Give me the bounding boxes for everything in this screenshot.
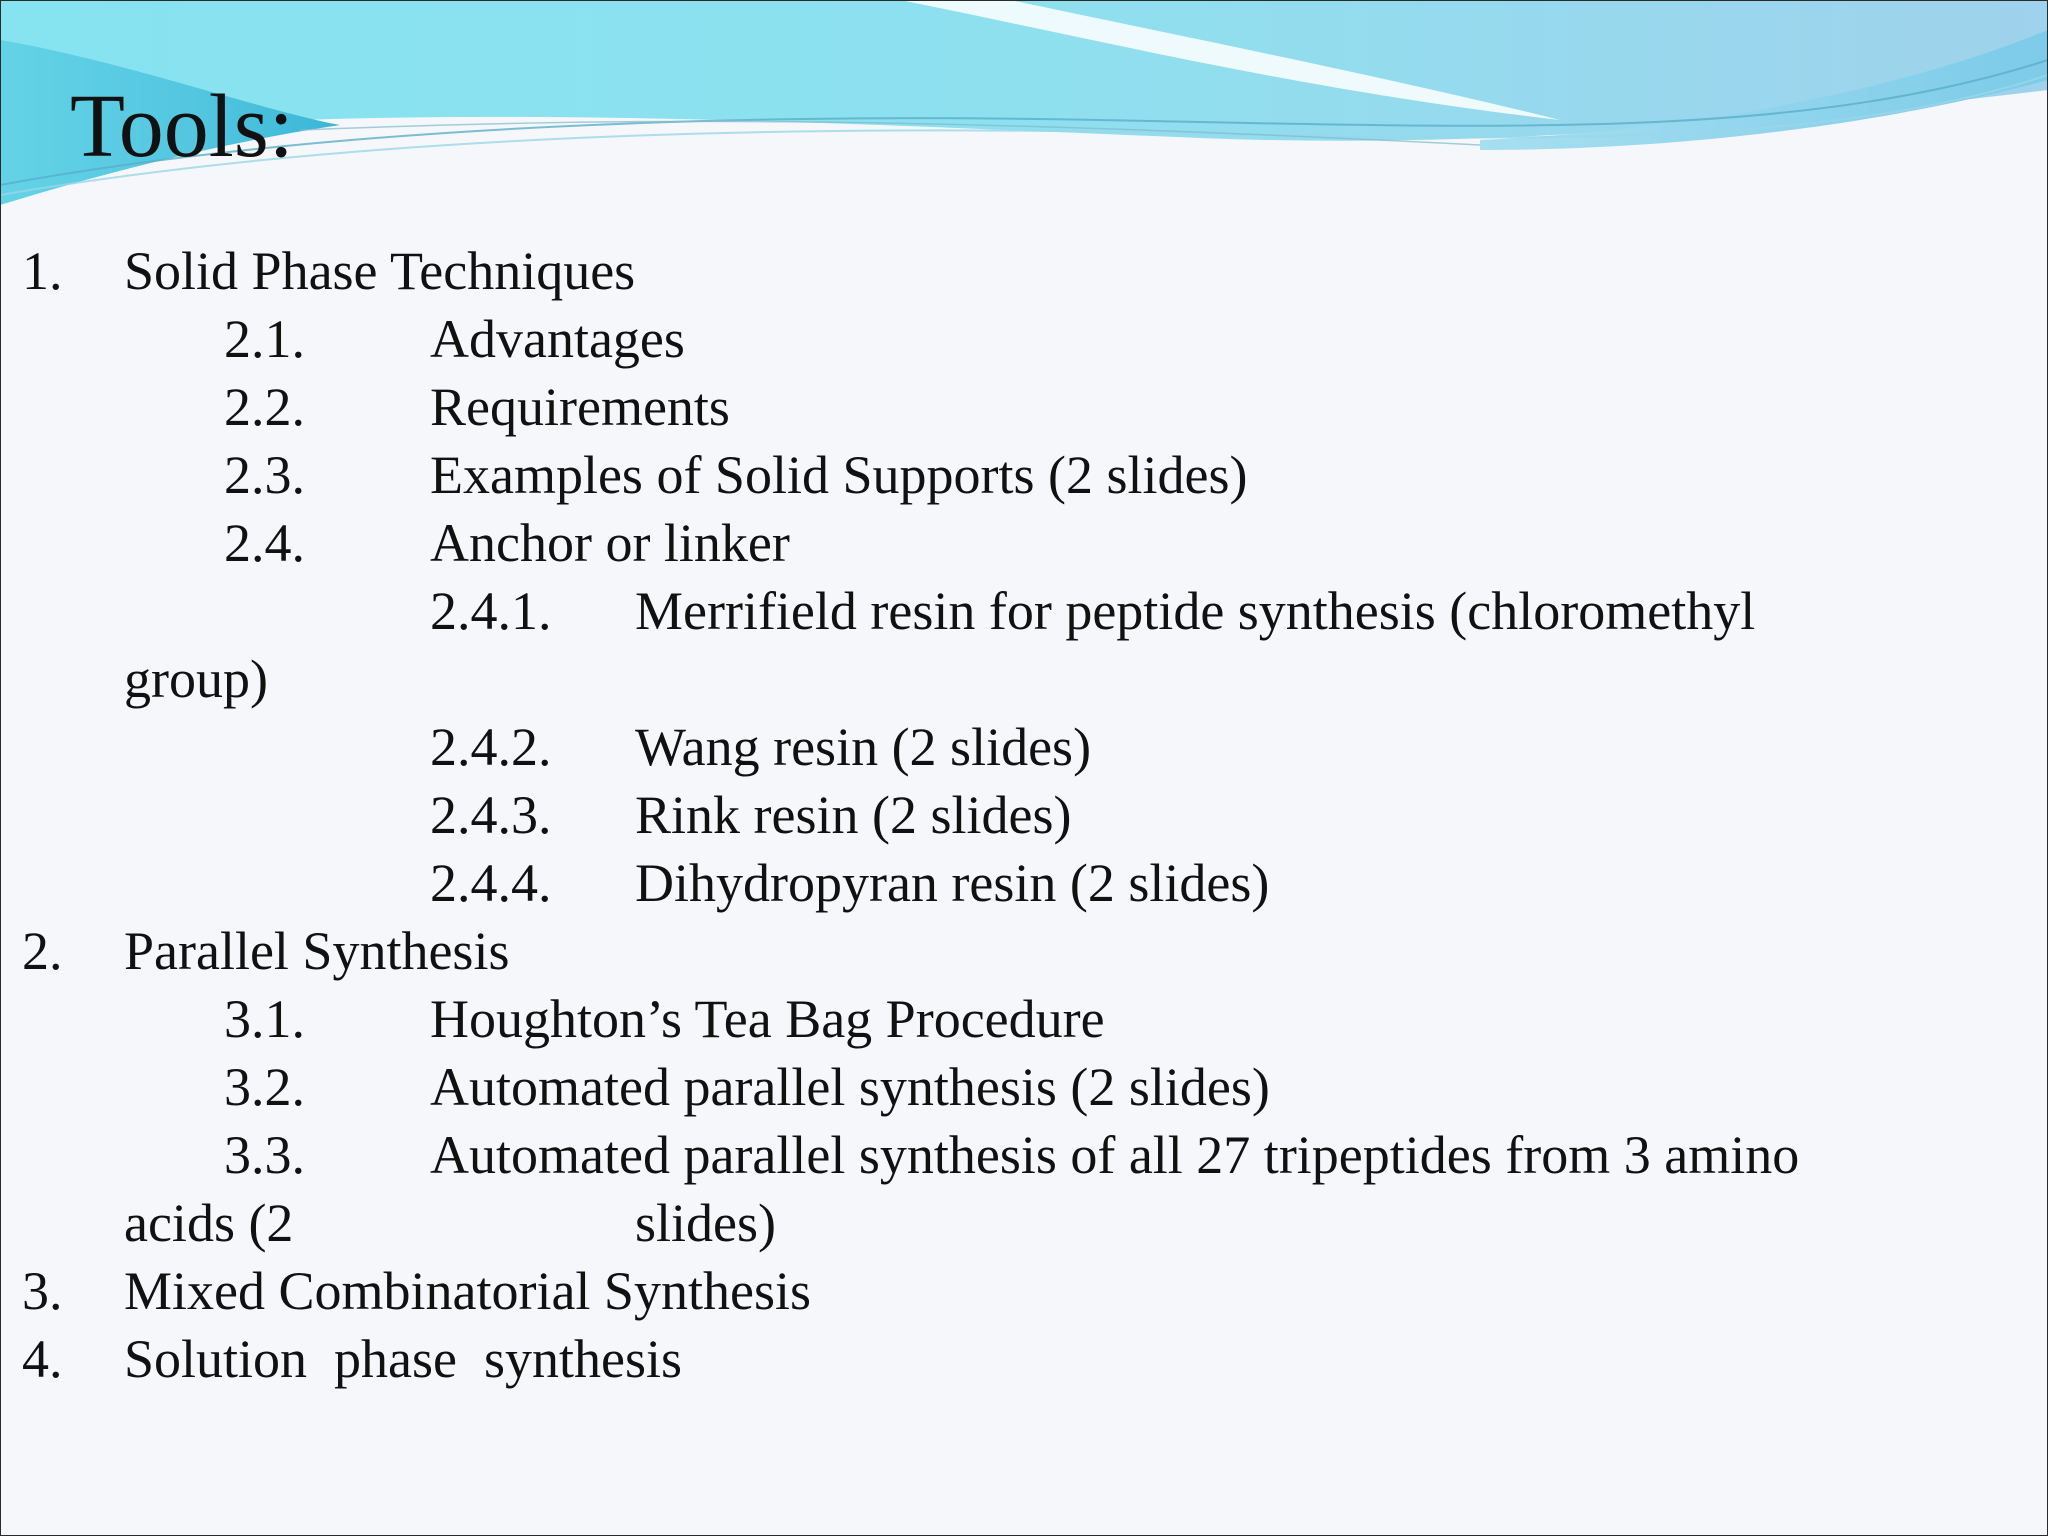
item-text: Anchor or linker: [430, 513, 790, 573]
item-text: Advantages: [430, 309, 685, 369]
item-number: 1.: [22, 241, 63, 301]
item-text: Requirements: [430, 377, 730, 437]
item-number: 2.4.4.: [430, 853, 552, 913]
item-text: Houghton’s Tea Bag Procedure: [430, 989, 1105, 1049]
item-text: Dihydropyran resin (2 slides): [635, 853, 1270, 913]
item-number: 2.4.2.: [430, 717, 552, 777]
item-number: 4.: [22, 1329, 63, 1389]
item-number: 3.3.: [224, 1125, 305, 1185]
item-text: Parallel Synthesis: [124, 921, 510, 981]
slide-title: Tools:: [70, 77, 294, 176]
item-text: Mixed Combinatorial Synthesis: [124, 1261, 811, 1321]
item-text-continuation: slides): [635, 1193, 776, 1253]
item-text: Automated parallel synthesis (2 slides): [430, 1057, 1270, 1117]
item-number: 2.: [22, 921, 63, 981]
item-number: 3.1.: [224, 989, 305, 1049]
item-number: 3.2.: [224, 1057, 305, 1117]
item-number: 2.3.: [224, 445, 305, 505]
item-text: Rink resin (2 slides): [635, 785, 1072, 845]
item-text-continuation: group): [124, 649, 268, 709]
item-text: Solution phase synthesis: [124, 1329, 683, 1389]
item-text: Merrifield resin for peptide synthesis (chloromethyl: [635, 581, 1756, 641]
item-text: Solid Phase Techniques: [124, 241, 636, 301]
item-number: 2.2.: [224, 377, 305, 437]
item-number: 2.4.: [224, 513, 305, 573]
item-text: Examples of Solid Supports (2 slides): [430, 445, 1248, 505]
item-number: 3.: [22, 1261, 63, 1321]
item-text: Wang resin (2 slides): [635, 717, 1092, 777]
item-text: Automated parallel synthesis of all 27 tripeptides from 3 amino: [430, 1125, 1800, 1185]
item-number: 2.4.3.: [430, 785, 552, 845]
item-text-continuation: acids (2: [124, 1193, 294, 1253]
item-number: 2.4.1.: [430, 581, 552, 641]
item-number: 2.1.: [224, 309, 305, 369]
